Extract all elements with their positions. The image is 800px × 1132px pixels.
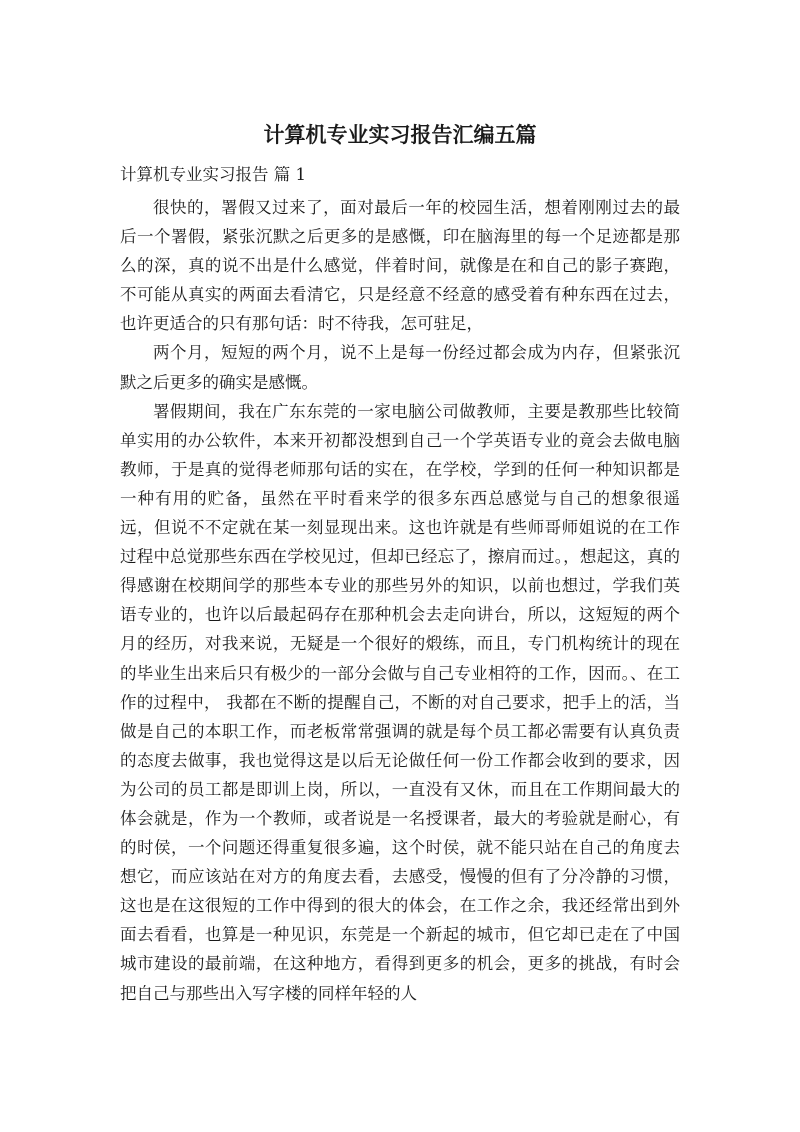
paragraph: 两个月，短短的两个月，说不上是每一份经过都会成为内存，但紧张沉默之后更多的确实是感慨。 — [120, 343, 680, 392]
paragraph: 署假期间，我在广东东莞的一家电脑公司做教师，主要是教那些比较简单实用的办公软件，本来开初都没想到自己一个学英语专业的竟会去做电脑教师，于是真的觉得老师那句话的实在，在学校，学到的任何一种知识都是一种有用的贮备，虽然在平时看来学的很多东西总感觉与自己的想象很遥远，但说不不定就在某一刻显现出来。这也许就是有些师哥师姐说的在工作过程中总觉那些东西在学校见过，但却已经忘了，擦肩而过。，想起这，真的得感谢在校期间学的那些本专业的那些另外的知识，以前也想过，学我们英语专业的，也许以后最起码存在那种机会去走向讲台，所以，这短短的两个月的经历，对我来说，无疑是一个很好的煅练，而且，专门机构统计的现在的毕业生出来后只有极少的一部分会做与自己专业相符的工作，因而。、在工作的过程中， 我都在不断的提醒自己，不断的对自己要求，把手上的活，当做是自己的本职工作，而老板常常强调的就是每个员工都必需要有认真负责的态度去做事，我也觉得这是以后无论做任何一份工作都会收到的要求，因为公司的员工都是即训上岗，所以，一直没有又休，而且在工作期间最大的体会就是，作为一个教师，或者说是一名授课者，最大的考验就是耐心，有的时侯，一个问题还得重复很多遍，这个时侯，就不能只站在自己的角度去想它，而应该站在对方的角度去看，去感受，慢慢的但有了分冷静的习惯，这也是在这很短的工作中得到的很大的体会，在工作之余，我还经常出到外面去看看，也算是一种见识，东莞是一个新起的城市，但它却已走在了中国城市建设的最前端，在这种地方，看得到更多的机会，更多的挑战，有时会把自己与那些出入写字楼的同样年轻的人 — [120, 401, 680, 1003]
document-title: 计算机专业实习报告汇编五篇 — [263, 123, 537, 147]
document-body — [120, 193, 680, 1008]
section-heading: 计算机专业实习报告 篇 1 — [120, 165, 306, 184]
document-page — [120, 0, 680, 1132]
paragraph: 很快的，署假又过来了，面对最后一年的校园生活，想着刚刚过去的最后一个署假，紧张沉默之后更多的是感慨，印在脑海里的每一个足迹都是那么的深，真的说不出是什么感觉，伴着时间，就像是在和自己的影子赛跑，不可能从真实的两面去看清它，只是经意不经意的感受着有种东西在过去，也许更适合的只有那句话：时不待我，怎可驻足， — [120, 198, 680, 334]
